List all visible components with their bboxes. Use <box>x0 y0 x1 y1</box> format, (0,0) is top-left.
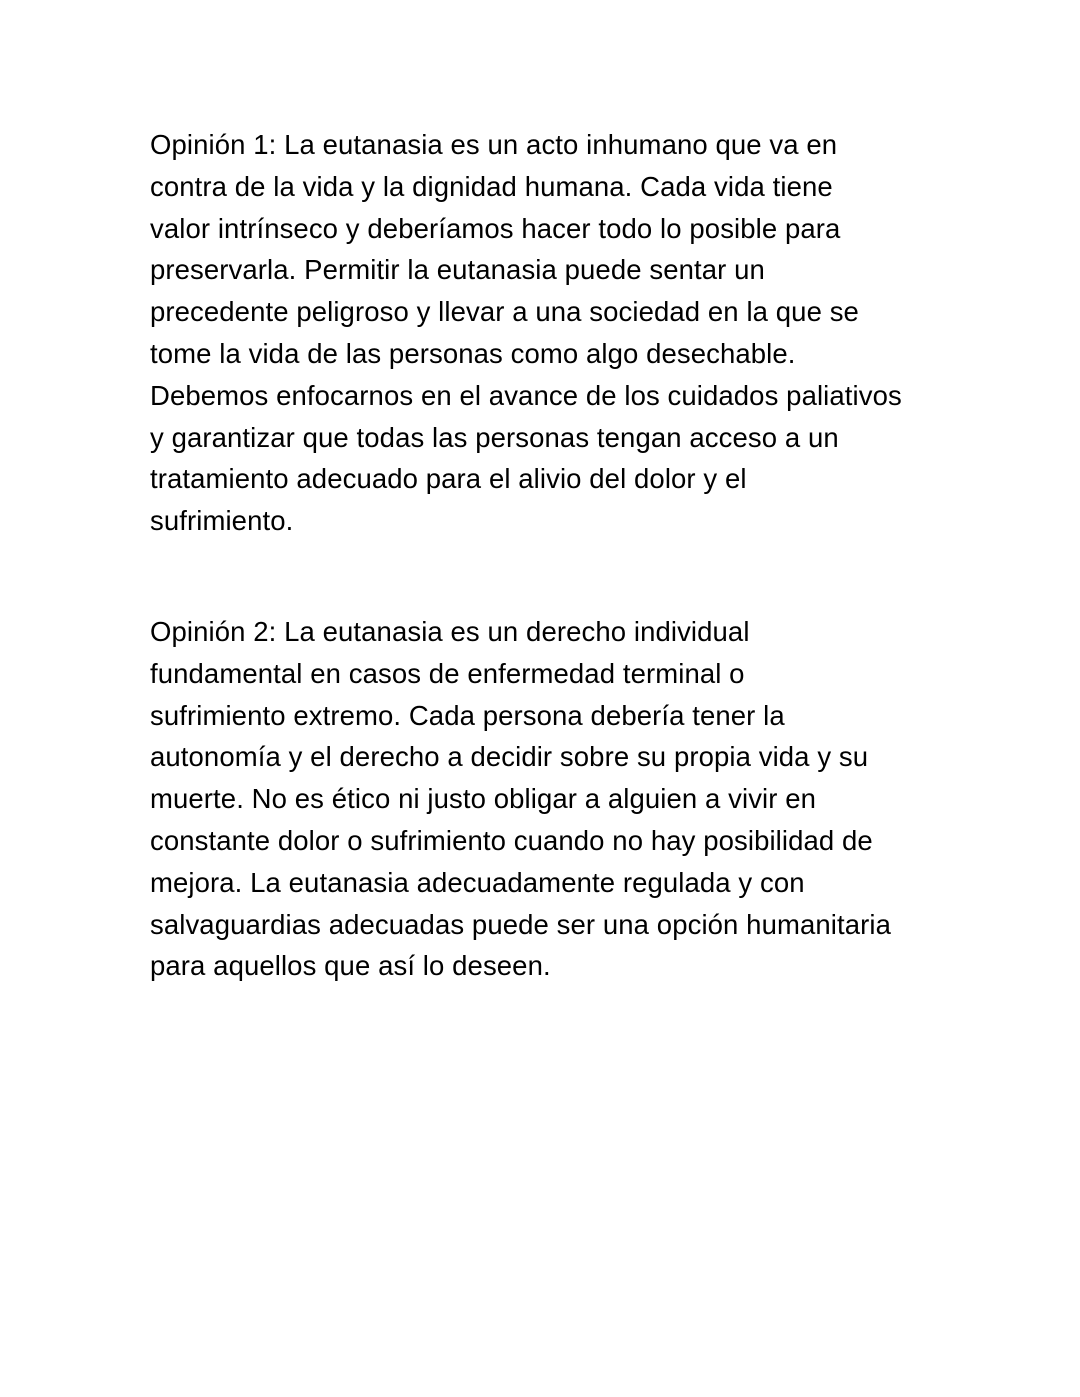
opinion-2-line: sufrimiento extremo. Cada persona debería tener la <box>150 699 785 731</box>
opinion-1-line: precedente peligroso y llevar a una sociedad en la que se <box>150 296 859 328</box>
opinion-2-line: mejora. La eutanasia adecuadamente regulada y con <box>150 866 805 898</box>
opinion-1-paragraph <box>150 124 950 542</box>
opinion-2-line: autonomía y el derecho a decidir sobre su propia vida y su <box>150 741 869 773</box>
opinion-1-line: y garantizar que todas las personas tengan acceso a un <box>150 421 839 453</box>
opinion-1-line: Opinión 1: La eutanasia es un acto inhumano que va en <box>150 129 838 160</box>
opinion-1-line: Debemos enfocarnos en el avance de los cuidados paliativos <box>150 379 902 411</box>
opinion-2-line: salvaguardias adecuadas puede ser una opción humanitaria <box>150 908 891 940</box>
opinion-1-line: contra de la vida y la dignidad humana. Cada vida tiene <box>150 170 833 202</box>
opinion-2-line: fundamental en casos de enfermedad terminal o <box>150 657 745 689</box>
opinion-2-line: constante dolor o sufrimiento cuando no hay posibilidad de <box>150 824 873 856</box>
opinion-2-paragraph <box>150 611 950 987</box>
opinion-2-line: muerte. No es ético ni justo obligar a alguien a vivir en <box>150 783 817 815</box>
document-body <box>150 124 950 987</box>
opinion-2-line: Opinión 2: La eutanasia es un derecho individual <box>150 615 750 647</box>
opinion-1-line: valor intrínseco y deberíamos hacer todo lo posible para <box>150 212 841 244</box>
opinion-2-line: para aquellos que así lo deseen. <box>150 950 551 982</box>
opinion-1-line: preservarla. Permitir la eutanasia puede sentar un <box>150 254 765 286</box>
opinion-1-line: sufrimiento. <box>150 505 294 537</box>
opinion-1-line: tome la vida de las personas como algo desechable. <box>150 337 796 369</box>
opinion-1-line: tratamiento adecuado para el alivio del dolor y el <box>150 463 747 495</box>
